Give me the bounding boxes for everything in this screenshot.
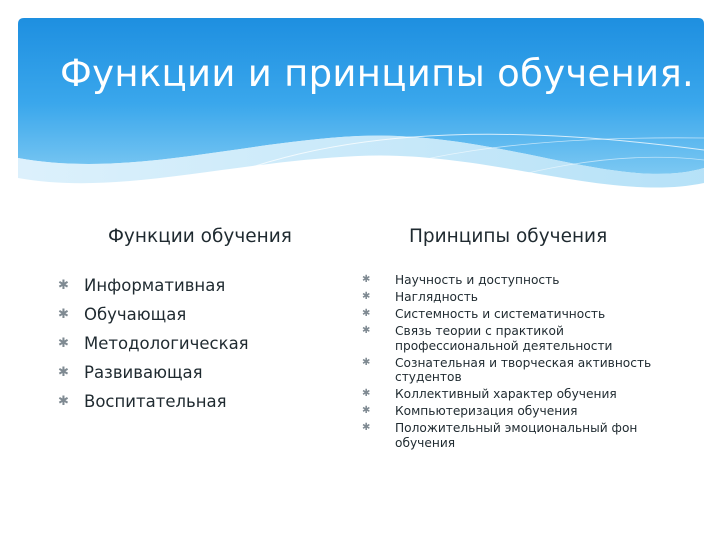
asterisk-bullet-icon: ✱ (362, 274, 371, 285)
asterisk-bullet-icon: ✱ (362, 388, 371, 399)
asterisk-bullet-icon: ✱ (362, 405, 371, 416)
list-item (360, 387, 660, 402)
function-item-label: Воспитательная (84, 392, 227, 411)
functions-list (58, 275, 249, 420)
list-item (360, 290, 660, 305)
principle-item-label: Компьютеризация обучения (395, 404, 578, 418)
list-item (360, 307, 660, 322)
function-item-label: Развивающая (84, 363, 203, 382)
principle-item-label: Сознательная и творческая активность студентов (395, 355, 652, 384)
list-item (360, 273, 660, 288)
principle-item-label: Научность и доступность (395, 273, 560, 287)
function-item-label: Методологическая (84, 334, 249, 353)
asterisk-bullet-icon: ✱ (362, 308, 371, 319)
asterisk-bullet-icon: ✱ (362, 356, 371, 368)
list-item (58, 275, 249, 304)
principle-item-label: Положительный эмоциональный фон обучения (395, 421, 638, 450)
asterisk-bullet-icon: ✱ (362, 422, 371, 433)
asterisk-bullet-icon: ✱ (58, 336, 69, 351)
list-item (58, 391, 249, 420)
list-item (360, 356, 660, 385)
principle-item-label: Системность и систематичность (395, 307, 606, 321)
principles-list (360, 273, 660, 453)
asterisk-bullet-icon: ✱ (58, 278, 69, 293)
asterisk-bullet-icon: ✱ (58, 394, 69, 409)
slide-title: Функции и принципы обучения. (60, 52, 695, 95)
header-banner (18, 18, 704, 208)
asterisk-bullet-icon: ✱ (362, 291, 371, 302)
list-item (360, 421, 660, 450)
asterisk-bullet-icon: ✱ (58, 365, 69, 380)
list-item (360, 324, 660, 353)
list-item (58, 333, 249, 362)
principle-item-label: Связь теории с практикой профессиональной деятельности (395, 324, 613, 353)
function-item-label: Обучающая (84, 305, 187, 324)
function-item-label: Информативная (84, 276, 226, 295)
list-item (58, 362, 249, 391)
functions-heading: Функции обучения (108, 226, 292, 247)
list-item (360, 404, 660, 419)
principle-item-label: Коллективный характер обучения (395, 387, 617, 401)
asterisk-bullet-icon: ✱ (58, 307, 69, 322)
list-item (58, 304, 249, 333)
asterisk-bullet-icon: ✱ (362, 325, 371, 336)
principle-item-label: Наглядность (395, 290, 478, 304)
principles-heading: Принципы обучения (409, 226, 608, 247)
